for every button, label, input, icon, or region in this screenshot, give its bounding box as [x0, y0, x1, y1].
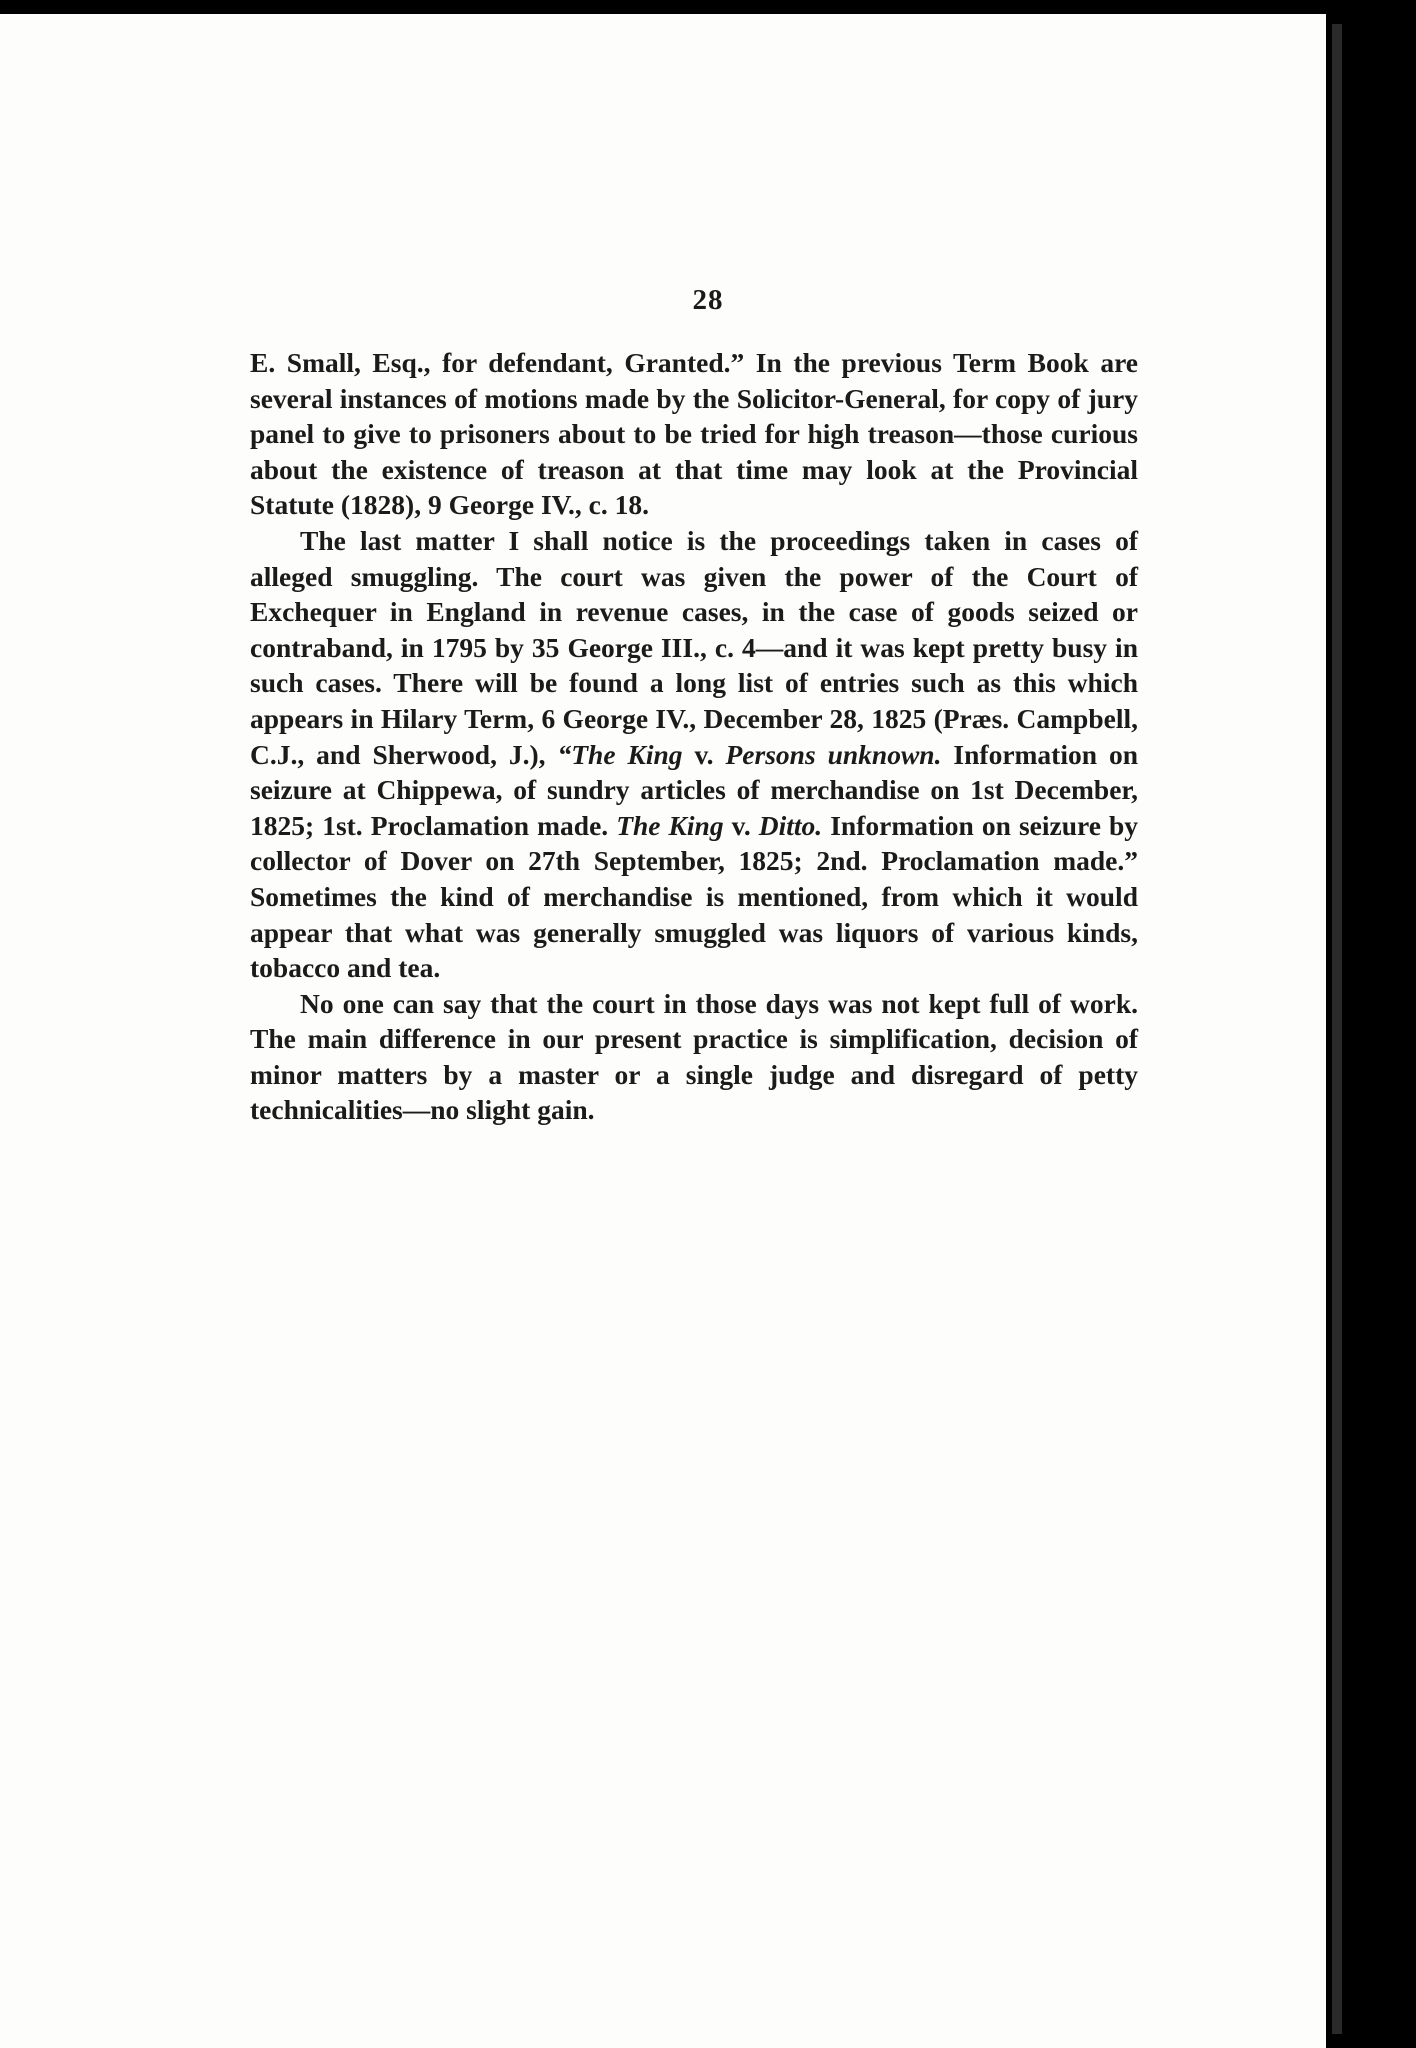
page-edge-shadow	[1332, 24, 1342, 2034]
case-name-italic: “The King	[557, 738, 683, 770]
paragraph-text: v.	[682, 738, 726, 770]
paragraph-3	[250, 986, 1138, 1128]
paragraph-2	[250, 523, 1138, 986]
paragraph-1	[250, 345, 1138, 523]
paragraph-text: E. Small, Esq., for defendant, Granted.” In the previous Term Book are several instances of motions made by the Solicitor-General, for copy of jury panel to give to prisoners about to be tried for high treason—those curious about the existence of treason at that time may look at the Provincial Statute (1828), 9 George IV., c. 18.	[250, 347, 1138, 521]
paragraph-text: No one can say that the court in those days was not kept full of work. The main difference in our present practice is simplification, decision of minor matters by a master or a single judge and disregard of petty technicalities—no slight gain.	[250, 987, 1138, 1126]
paragraph-text: Information on seizure at Chippewa, of sundry articles of merchandise on 1st December, 1825; 1st. Proclamation made.	[250, 738, 1139, 841]
case-name-italic: Ditto.	[758, 809, 823, 841]
body-text	[250, 345, 1138, 1128]
case-name-italic: The King	[616, 809, 724, 841]
case-name-italic: Persons unknown.	[725, 738, 942, 770]
paragraph-text: Information on seizure by collector of Dover on 27th September, 1825; 2nd. Proclamation made.” Sometimes the kind of merchandise is mentioned, from which it would appear that what was generally smuggled was liquors of various kinds, tobacco and tea.	[250, 809, 1139, 984]
scan-margin	[1326, 14, 1416, 2048]
paragraph-text: The last matter I shall notice is the proceedings taken in cases of alleged smuggling. The court was given the power of the Court of Exchequer in England in revenue cases, in the case of goods seized or contraband, in 1795 by 35 George III., c. 4—and it was kept pretty busy in such cases. There will be found a long list of entries such as this which appears in Hilary Term, 6 George IV., December 28, 1825 (Præs. Campbell, C.J., and Sherwood, J.),	[250, 524, 1138, 770]
paragraph-text: v.	[723, 809, 759, 841]
page-number: 28	[692, 284, 724, 316]
